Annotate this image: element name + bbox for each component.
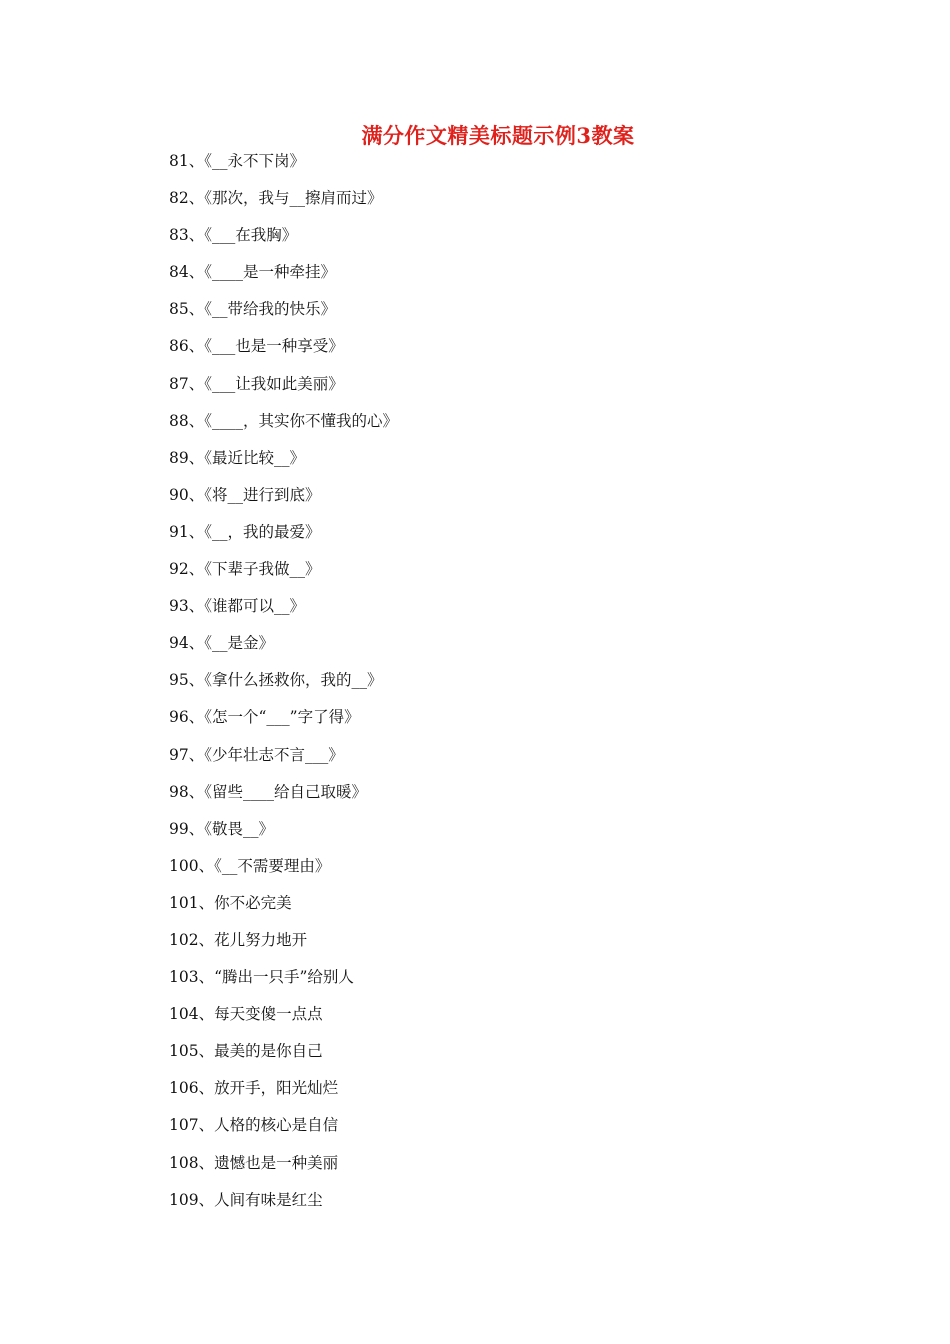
list-item: 109、人间有味是红尘 bbox=[169, 1190, 323, 1209]
list-item: 95、《拿什么拯救你，我的__》 bbox=[169, 671, 383, 690]
list-item: 88、《____，其实你不懂我的心》 bbox=[169, 411, 398, 430]
list-item: 90、《将__进行到底》 bbox=[169, 485, 321, 504]
list-item: 91、《__，我的最爱》 bbox=[169, 522, 321, 541]
list-item: 108、遗憾也是一种美丽 bbox=[169, 1153, 339, 1172]
list-item: 86、《___也是一种享受》 bbox=[169, 337, 344, 356]
list-item: 107、人格的核心是自信 bbox=[169, 1116, 339, 1135]
list-item: 105、最美的是你自己 bbox=[169, 1042, 323, 1061]
list-item: 96、《怎一个“___”字了得》 bbox=[169, 708, 360, 727]
list-item: 101、你不必完美 bbox=[169, 893, 292, 912]
list-item: 97、《少年壮志不言___》 bbox=[169, 745, 344, 764]
list-item: 106、放开手，阳光灿烂 bbox=[169, 1079, 339, 1098]
list-item: 102、花儿努力地开 bbox=[169, 930, 308, 949]
list-item: 81、《__永不下岗》 bbox=[169, 152, 305, 170]
list-item: 92、《下辈子我做__》 bbox=[169, 560, 321, 579]
list-item: 103、“腾出一只手”给别人 bbox=[169, 968, 354, 987]
title-list bbox=[169, 147, 398, 1223]
document-title: 满分作文精美标题示例3教案 bbox=[361, 123, 635, 148]
list-item: 94、《__是金》 bbox=[169, 634, 274, 653]
list-item: 104、每天变傻一点点 bbox=[169, 1005, 323, 1024]
list-item: 100、《__不需要理由》 bbox=[169, 856, 331, 875]
list-item: 83、《___在我胸》 bbox=[169, 226, 298, 245]
list-item: 84、《____是一种牵挂》 bbox=[169, 263, 336, 282]
list-item: 87、《___让我如此美丽》 bbox=[169, 374, 344, 393]
list-item: 93、《谁都可以__》 bbox=[169, 597, 305, 616]
list-item: 98、《留些____给自己取暖》 bbox=[169, 782, 367, 801]
list-item: 99、《敬畏__》 bbox=[169, 819, 274, 838]
list-item: 89、《最近比较__》 bbox=[169, 448, 305, 467]
list-item: 85、《__带给我的快乐》 bbox=[169, 300, 336, 319]
list-item: 82、《那次，我与__擦肩而过》 bbox=[169, 189, 383, 208]
